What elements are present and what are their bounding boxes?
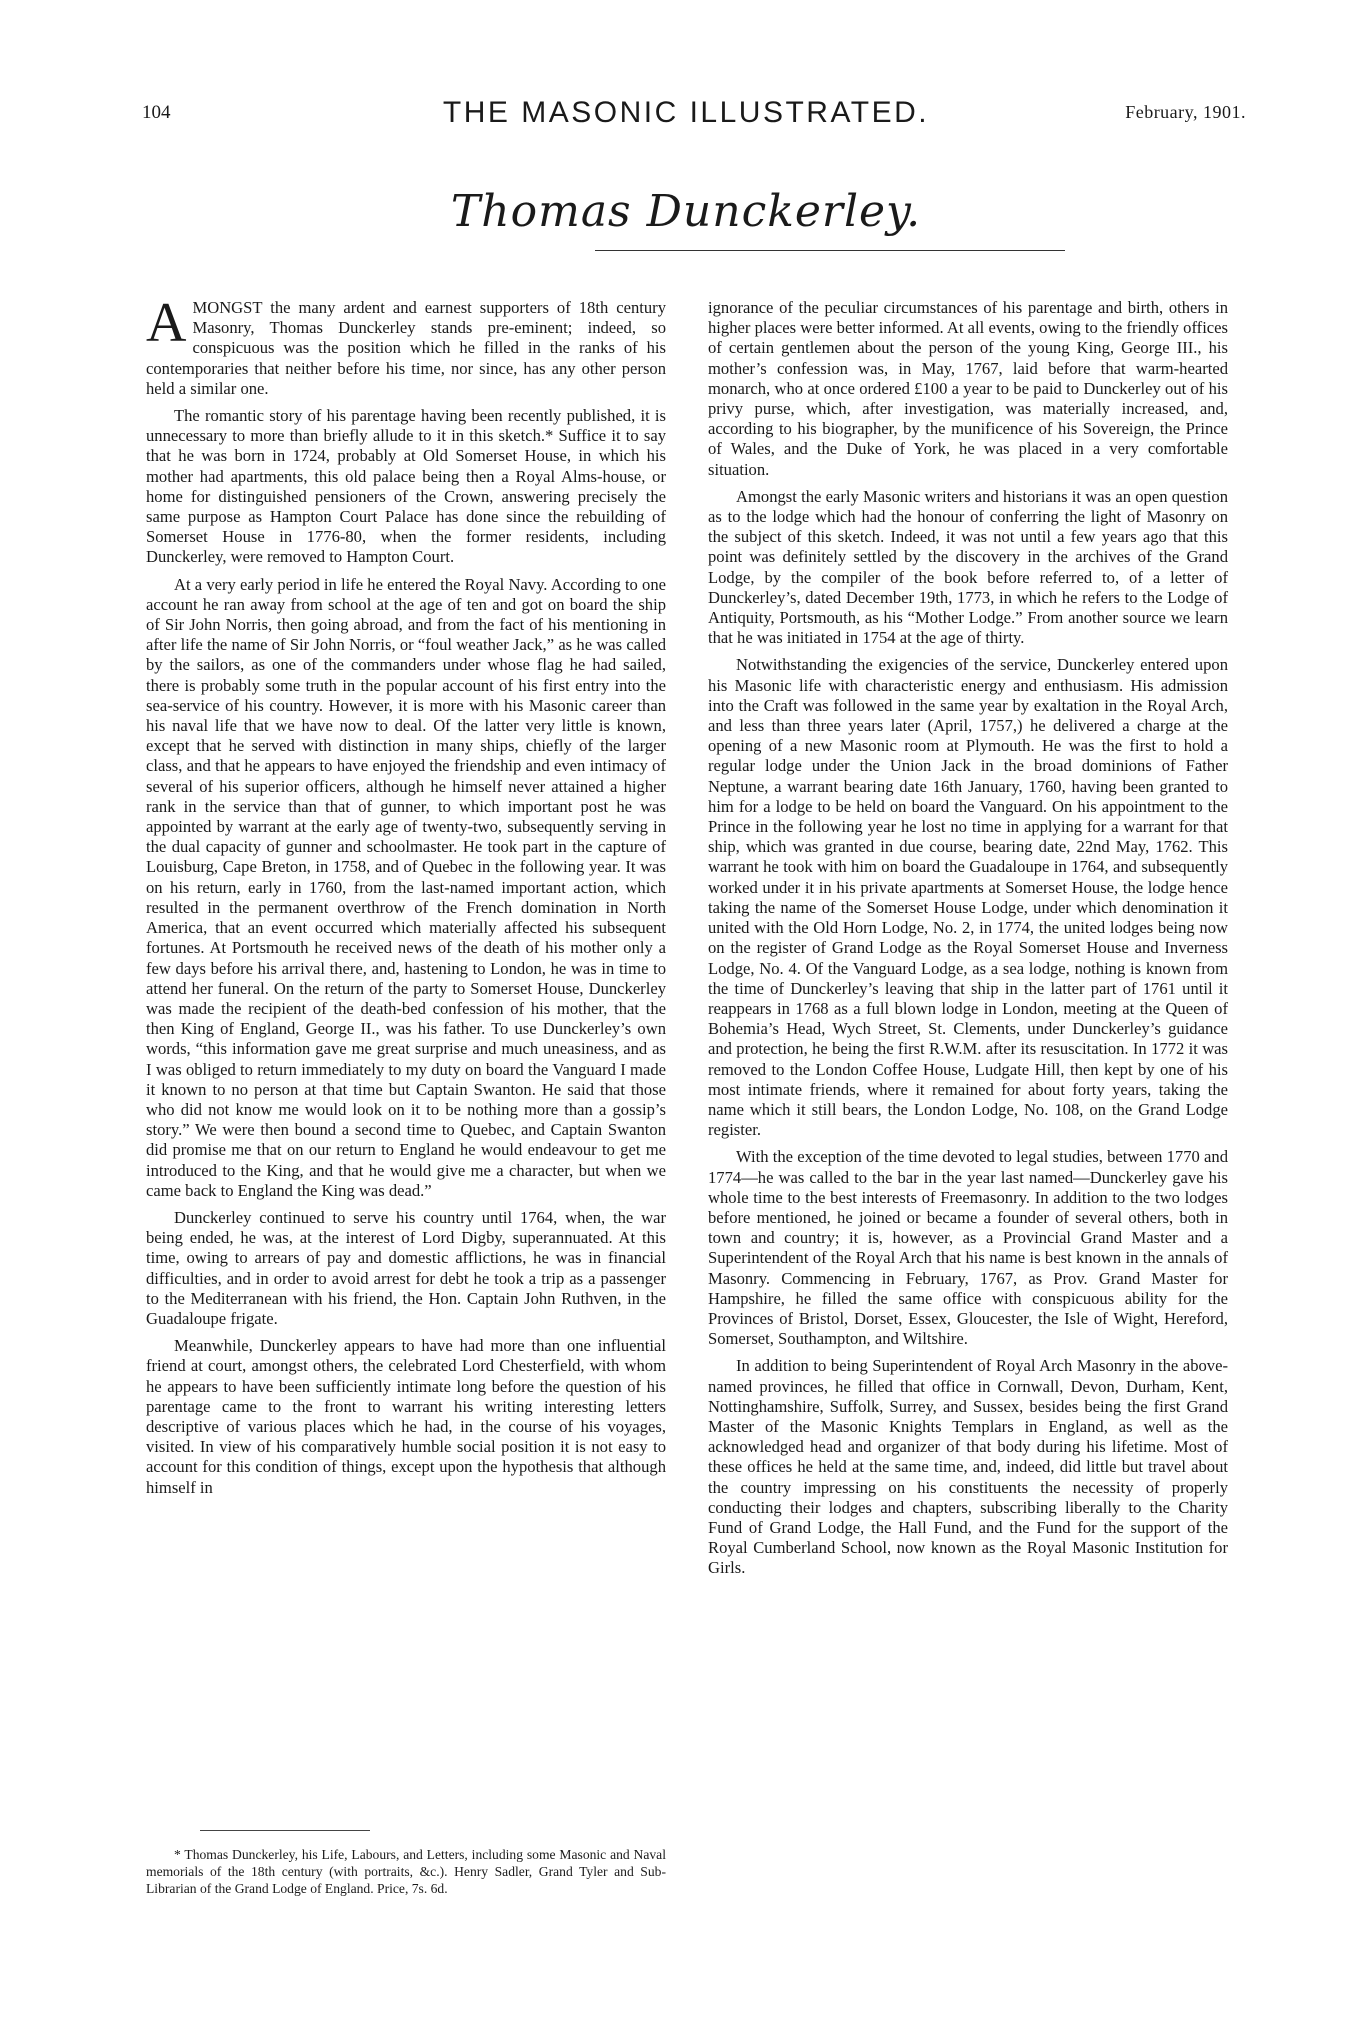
page-number: 104 [142,102,171,123]
right-column [708,298,1228,1586]
paragraph [146,292,666,399]
paragraph: The romantic story of his parentage having been recently published, it is unnecessary to more than briefly allude to it in this sketch.* Suffice it to say that he was born in 1724, probably at Old Somerset House, in which his mother had apartments, this old palace being then a Royal Alms-house, or home for distinguished pensioners of the Crown, answering precisely the same purpose as Hampton Court Palace has done since the rebuilding of Somerset House in 1776-80, when the former residents, including Dunckerley, were removed to Hampton Court. [146,406,666,567]
paragraph: At a very early period in life he entered the Royal Navy. According to one account he ran away from school at the age of ten and got on board the ship of Sir John Norris, then going abroad, and from the fact of his mentioning in after life the name of Sir John Norris, or “foul weather Jack,” as he was called by the sailors, as one of the commanders under whose flag he had sailed, there is probably some truth in the popular account of his first entry into the sea-service of his country. However, it is more with his Masonic career than his naval life that we have now to deal. Of the latter very little is known, except that he served with distinction in many ships, chiefly of the larger class, and that he appears to have enjoyed the friendship and even intimacy of several of his superior officers, although he himself never attained a higher rank in the service than that of gunner, to which important post he was appointed by warrant at the early age of twenty-two, subsequently serving in the dual capacity of gunner and schoolmaster. He took part in the capture of Louisburg, Cape Breton, in 1758, and of Quebec in the following year. It was on his return, early in 1760, from the last-named important action, which resulted in the permanent overthrow of the French domination in North America, that an event occurred which materially affected his subsequent fortunes. At Portsmouth he received news of the death of his mother only a few days before his arrival there, and, hastening to London, he was in time to attend her funeral. On the return of the party to Somerset House, Dunckerley was made the recipient of the death-bed confession of his mother, that the then King of England, George II., was his father. To use Dunckerley’s own words, “this information gave me great surprise and much uneasiness, and as I was obliged to return immediately to my duty on board the Vanguard I made it known to no person at that time but Captain Swanton. He said that those who did not know me would look on it to be nothing more than a gossip’s story.” We were then bound a second time to Quebec, and Captain Swanton did promise me that on our return to England he would endeavour to get me introduced to the King, and that he would give me a character, but when we came back to England the King was dead.” [146,574,666,1200]
paragraph: Meanwhile, Dunckerley appears to have had more than one influential friend at court, amongst others, the celebrated Lord Chesterfield, with whom he appears to have been sufficiently intimate long before the question of his parentage came to the front to warrant his writing interesting letters descriptive of various places which he had, in the course of his voyages, visited. In view of his comparatively humble social position it is not easy to account for this condition of things, except upon the hypothesis that although himself in [146,1336,666,1497]
paragraph: ignorance of the peculiar circumstances of his parentage and birth, others in higher places were better informed. At all events, owing to the friendly offices of certain gentlemen about the person of the young King, George III., his mother’s confession was, in May, 1767, laid before that warm-hearted monarch, who at once ordered £100 a year to be paid to Dunckerley out of his privy purse, which, after investigation, was materially increased, and, according to his biographer, by the munificence of his Sovereign, the Prince of Wales, and the Duke of York, he was placed in a very comfortable situation. [708,298,1228,479]
paragraph: Notwithstanding the exigencies of the service, Dunckerley entered upon his Masonic life with characteristic energy and enthusiasm. His admission into the Craft was followed in the same year by exaltation in the Royal Arch, and less than three years later (April, 1757,) he delivered a charge at the opening of a new Masonic room at Plymouth. He was the first to hold a regular lodge under the Union Jack in the broad dominions of Father Neptune, a warrant bearing date 16th January, 1760, having been granted to him for a lodge to be held on board the Vanguard. On his appointment to the Prince in the following year he lost no time in applying for a warrant for that ship, which was granted in due course, bearing date, 22nd May, 1762. This warrant he took with him on board the Guadaloupe in 1764, and subsequently worked under it in his private apartments at Somerset House, the lodge hence taking the name of the Somerset House Lodge, under which denomination it united with the Old Horn Lodge, No. 2, in 1774, the united lodges being now on the register of Grand Lodge as the Royal Somerset House and Inverness Lodge, No. 4. Of the Vanguard Lodge, as a sea lodge, nothing is known from the time of Dunckerley’s leaving that ship in the latter part of 1761 until it reappears in 1768 as a full blown lodge in London, meeting at the Queen of Bohemia’s Head, Wych Street, St. Clements, under Dunckerley’s guidance and protection, he being the first R.W.M. after its resuscitation. In 1772 it was removed to the London Coffee House, Ludgate Hill, then kept by one of his most intimate friends, where it remained for about forty years, taking the name which it still bears, the London Lodge, No. 108, on the Grand Lodge register. [708,655,1228,1140]
paragraph: Amongst the early Masonic writers and historians it was an open question as to the lodge which had the honour of conferring the light of Masonry on the subject of this sketch. Indeed, it was not until a few years ago that this point was definitely settled by the discovery in the archives of the Grand Lodge, by the compiler of the book before referred to, of a letter of Dunckerley’s, dated December 19th, 1773, in which he refers to the Lodge of Antiquity, Portsmouth, as his “Mother Lodge.” From another source we learn that he was initiated in 1754 at the age of thirty. [708,486,1228,648]
paragraph-text: MONGST the many ardent and earnest supporters of 18th century Masonry, Thomas Dunckerley stands pre-eminent; indeed, so conspicuous was the position which he filled in the ranks of his contemporaries that neither before his time, nor since, has any other person held a similar one. [146,298,666,398]
left-column [146,292,666,1505]
footnote-divider [200,1830,370,1831]
paragraph: In addition to being Superintendent of Royal Arch Masonry in the above-named provinces, he filled that office in Cornwall, Devon, Durham, Kent, Nottinghamshire, Suffolk, Surrey, and Sussex, besides being the first Grand Master of the Masonic Knights Templars in England, as well as the acknowledged head and organizer of that body during his lifetime. Most of these offices he held at the same time, and, indeed, did little but travel about the country impressing on his constituents the necessity of properly conducting their lodges and chapters, subscribing liberally to the Charity Fund of Grand Lodge, the Hall Fund, and the Fund for the support of the Royal Cumberland School, now known as the Royal Masonic Institution for Girls. [708,1356,1228,1578]
issue-date: February, 1901. [1125,102,1246,122]
title-divider [595,250,1065,251]
paragraph: With the exception of the time devoted to legal studies, between 1770 and 1774—he was called to the bar in the year last named—Dunckerley gave his whole time to the best interests of Freemasonry. In addition to the two lodges before mentioned, he joined or became a founder of several others, both in town and country; it is, however, as a Provincial Grand Master and a Superintendent of the Royal Arch that his name is best known in the annals of Masonry. Commencing in February, 1767, as Prov. Grand Master for Hampshire, he filled the same office with conspicuous ability for the Provinces of Bristol, Dorset, Essex, Gloucester, the Isle of Wight, Hereford, Somerset, Southampton, and Wiltshire. [708,1147,1228,1349]
running-head [0,96,1372,136]
drop-cap: A [146,292,187,354]
journal-title: THE MASONIC ILLUSTRATED. [442,96,930,129]
footnote: * Thomas Dunckerley, his Life, Labours, and Letters, including some Masonic and Naval memorials of the 18th century (with portraits, &c.). Henry Sadler, Grand Tyler and Sub-Librarian of the Grand Lodge of England. Price, 7s. 6d. [146,1847,666,1896]
article-title: Thomas Dunckerley. [450,186,922,237]
paragraph: Dunckerley continued to serve his country until 1764, when, the war being ended, he was, at the interest of Lord Digby, superannuated. At this time, owing to arrears of pay and domestic afflictions, he was in financial difficulties, and in order to avoid arrest for debt he took a trip as a passenger to the Mediterranean with his friend, the Hon. Captain John Ruthven, in the Guadaloupe frigate. [146,1207,666,1328]
